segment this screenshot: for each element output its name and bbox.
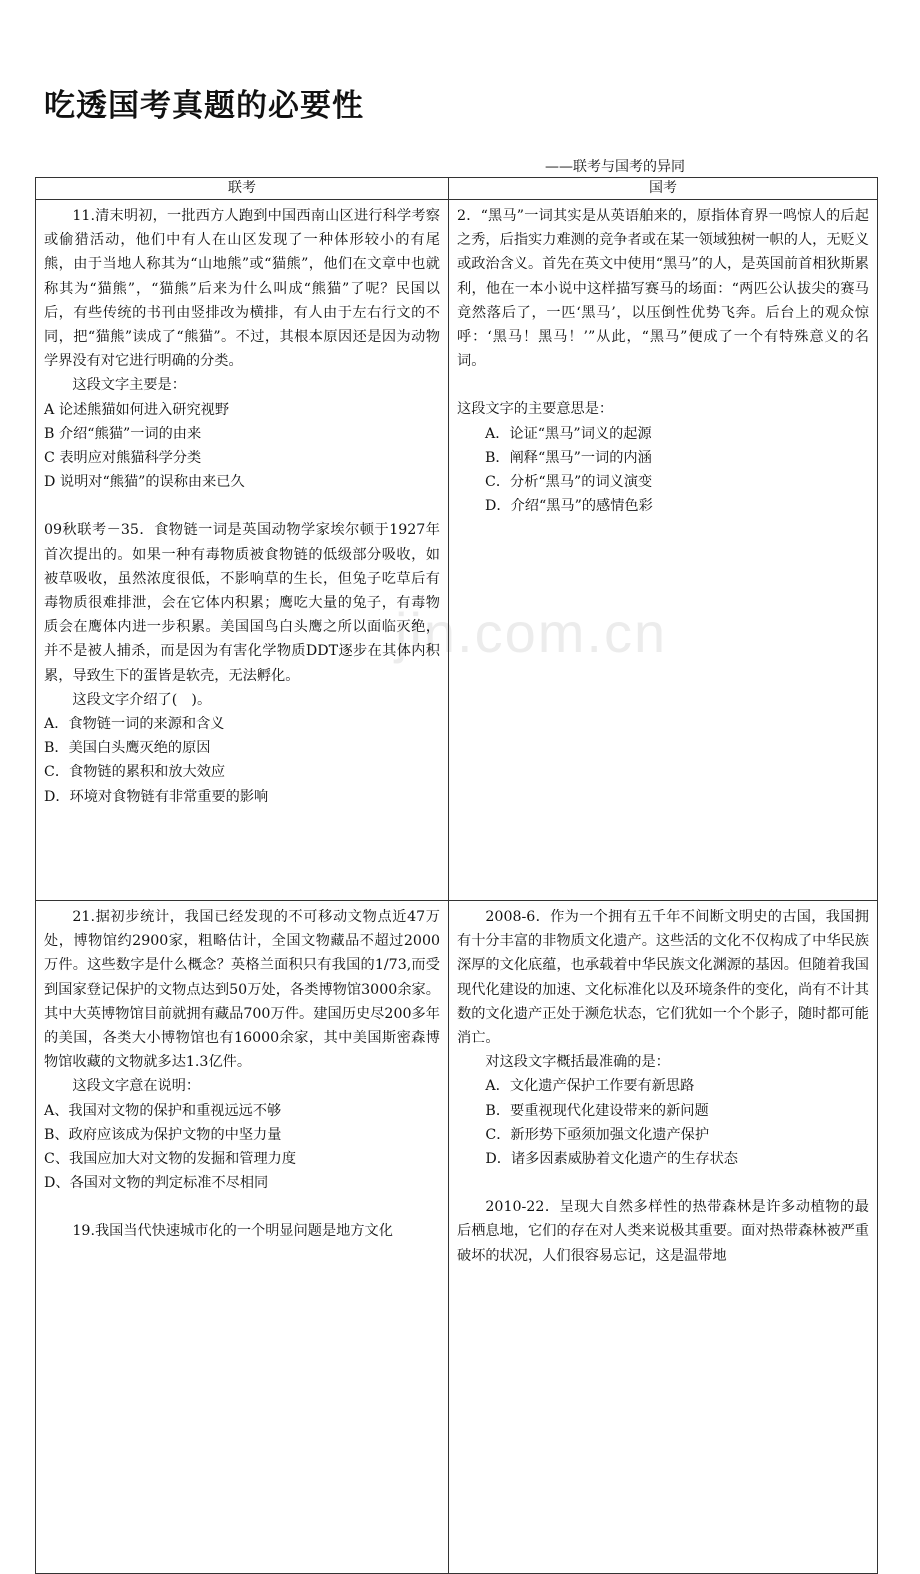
option: B 介绍“熊猫”一词的由来 bbox=[44, 425, 202, 442]
option: B．美国白头鹰灭绝的原因 bbox=[44, 740, 211, 757]
option: B．要重视现代化建设带来的新问题 bbox=[485, 1102, 709, 1119]
option: A．食物链一词的来源和含义 bbox=[44, 716, 225, 733]
cell-guokao-2 bbox=[449, 901, 878, 1574]
question-text: 21.据初步统计，我国已经发现的不可移动文物点近47万处，博物馆约2900家，粗略估计，全国文物藏品不超过2000万件。这些数字是什么概念？英格兰面积只有我国的1/73,而受到国家登记保护的文物点达到50万处，各类博物馆3000余家。其中大英博物馆目前就拥有藏品700万件。建国历史尽200多年的美国，各类大小博物馆也有16000余家，其中美国斯密森博物馆收藏的文物就多达1.3亿件。 bbox=[44, 909, 440, 1071]
option: D．环境对食物链有非常重要的影响 bbox=[44, 788, 269, 805]
option: C、我国应加大对文物的发掘和管理力度 bbox=[44, 1151, 297, 1168]
comparison-table bbox=[35, 177, 878, 1574]
watermark: jin.com.cn bbox=[395, 601, 668, 664]
option: B、政府应该成为保护文物的中坚力量 bbox=[44, 1126, 282, 1143]
option: D 说明对“熊猫”的误称由来已久 bbox=[44, 474, 245, 491]
option: A 论述熊猫如何进入研究视野 bbox=[44, 401, 230, 418]
question-prompt: 这段文字的主要意思是： bbox=[457, 401, 614, 418]
question-prompt: 这段文字主要是： bbox=[72, 377, 186, 394]
question-text: 19.我国当代快速城市化的一个明显问题是地方文化 bbox=[72, 1223, 393, 1240]
cell-liankao-1 bbox=[36, 200, 449, 901]
option: B．阐释“黑马”一词的内涵 bbox=[485, 449, 652, 466]
cell-liankao-2 bbox=[36, 901, 449, 1574]
option: D．介绍“黑马”的感情色彩 bbox=[485, 498, 653, 515]
option: C．食物链的累积和放大效应 bbox=[44, 764, 226, 781]
question-prompt: 这段文字意在说明： bbox=[72, 1078, 201, 1095]
option: A．文化遗产保护工作要有新思路 bbox=[485, 1078, 695, 1095]
page-subtitle: ——联考与国考的异同 bbox=[545, 159, 685, 175]
question-text: 2．“黑马”一词其实是从英语舶来的，原指体育界一鸣惊人的后起之秀，后指实力难测的竞争者或在某一领域独树一帜的人，无贬义或政治含义。首先在英文中使用“黑马”的人，是英国前首相狄斯累利，他在一本小说中这样描写赛马的场面：“两匹公认拔尖的赛马竟然落后了，一匹‘黑马’，以压倒性优势飞奔。后台上的观众惊呼：‘黑马！黑马！’”从此，“黑马”便成了一个有特殊意义的名词。 bbox=[457, 208, 869, 370]
cell-guokao-1 bbox=[449, 200, 878, 901]
option: C．分析“黑马”的词义演变 bbox=[485, 474, 653, 491]
option: D．诸多因素威胁着文化遗产的生存状态 bbox=[485, 1151, 738, 1168]
question-text: 11.清末明初，一批西方人跑到中国西南山区进行科学考察或偷猎活动，他们中有人在山区发现了一种体形较小的有尾熊，由于当地人称其为“山地熊”或“猫熊”，他们在文章中也就称其为“猫熊”，“猫熊”后来为什么叫成“熊猫”了呢？民国以后，有些传统的书刊由竖排改为横排，有人由于左右行文的不同，把“猫熊”读成了“熊猫”。不过，其根本原因还是因为动物学界没有对它进行明确的分类。 bbox=[44, 208, 440, 370]
option: C 表明应对熊猫科学分类 bbox=[44, 450, 202, 467]
question-text: 09秋联考－35．食物链一词是英国动物学家埃尔顿于1927年首次提出的。如果一种有毒物质被食物链的低级部分吸收，如被草吸收，虽然浓度很低，不影响草的生长，但兔子吃草后有毒物质很难排泄，会在它体内积累；鹰吃大量的兔子，有毒物质会在鹰体内进一步积累。美国国鸟白头鹰之所以面临灭绝，并不是被人捕杀，而是因为有害化学物质DDT逐步在其体内积累，导致生下的蛋皆是软壳，无法孵化。 bbox=[44, 522, 440, 684]
option: A、我国对文物的保护和重视远远不够 bbox=[44, 1102, 282, 1119]
question-text: 2010-22．呈现大自然多样性的热带森林是许多动植物的最后栖息地，它们的存在对人类来说极其重要。面对热带森林被严重破坏的状况，人们很容易忘记，这是温带地 bbox=[457, 1199, 869, 1264]
column-header-guokao: 国考 bbox=[449, 178, 878, 200]
question-prompt: 对这段文字概括最准确的是： bbox=[485, 1054, 670, 1071]
option: A．论证“黑马”词义的起源 bbox=[485, 425, 652, 442]
page-title: 吃透国考真题的必要性 bbox=[44, 88, 364, 124]
question-prompt: 这段文字介绍了( )。 bbox=[72, 691, 212, 708]
column-header-liankao: 联考 bbox=[36, 178, 449, 200]
question-text: 2008-6．作为一个拥有五千年不间断文明史的古国，我国拥有十分丰富的非物质文化遗产。这些活的文化不仅构成了中华民族深厚的文化底蕴，也承载着中华民族文化渊源的基因。但随着我国现代化建设的加速、文化标准化以及环境条件的变化，尚有不计其数的文化遗产正处于濒危状态，它们犹如一个个影子，随时都可能消亡。 bbox=[457, 909, 869, 1047]
option: C．新形势下亟须加强文化遗产保护 bbox=[485, 1126, 710, 1143]
option: D、各国对文物的判定标准不尽相同 bbox=[44, 1175, 269, 1192]
